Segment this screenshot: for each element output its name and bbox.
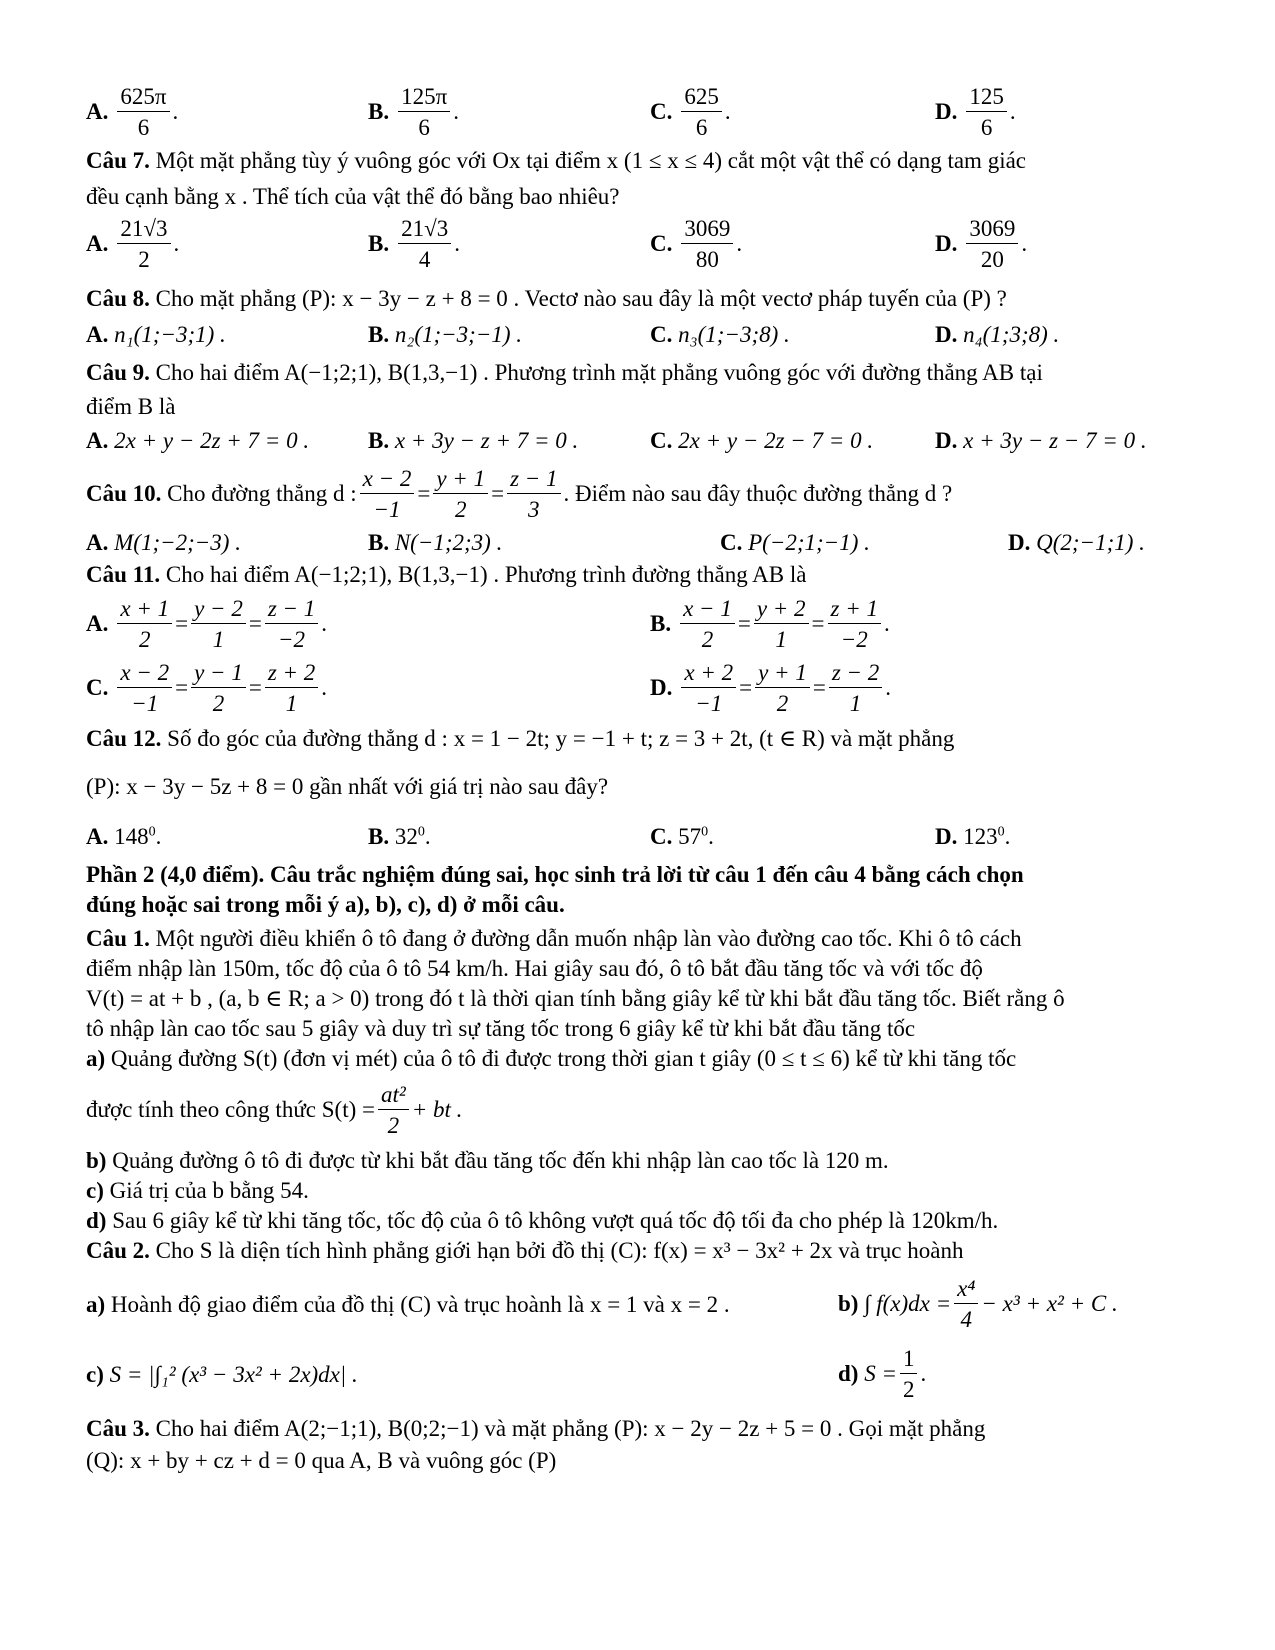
q9-line2: điểm B là [86, 394, 176, 419]
q12-option-b: B. $32^0$. [368, 824, 431, 849]
p2q2-statement-b: b) ∫ f(x)dx = $\frac{\text{x⁴}}{4}$ − x³ + x² + C . [838, 1276, 1118, 1333]
p2q1-line1: Câu 1. Một người điều khiển ô tô đang ở đường dẫn muốn nhập làn vào đường cao tốc. Khi ô tô cách [86, 926, 1022, 951]
q7-option-a: A. $\frac{21√3}{2}$ . [86, 216, 180, 273]
q12-option-d: D. $123^0$. [935, 824, 1011, 849]
q9-option-b: B. x + 3y − z + 7 = 0 . [368, 428, 579, 453]
p2q2-statement-a: a) Hoành độ giao điểm của đồ thị (C) và trục hoành là x = 1 và x = 2 . [86, 1292, 730, 1317]
p2q2-statement-c: c) S = |∫₁² (x³ − 3x² + 2x)dx| . [86, 1362, 358, 1387]
q11-text: Câu 11. Cho hai điểm A(−1;2;1), B(1,3,−1) . Phương trình đường thẳng AB là [86, 562, 807, 587]
q10-option-d: D. Q(2;−1;1) . [1008, 530, 1145, 555]
q8-option-c: C. n₃(1;−3;8) . [650, 322, 790, 347]
p2q2-text: Câu 2. Cho S là diện tích hình phẳng giới hạn bởi đồ thị (C): f(x) = x³ − 3x² + 2x và trục hoành [86, 1238, 964, 1263]
q10-option-c: C. P(−2;1;−1) . [720, 530, 870, 555]
p2q1-statement-a-line2: được tính theo công thức S(t) = $\frac{\text{at²}}{2}$ + bt . [86, 1082, 463, 1139]
p2q2-statement-d: d) S = $\frac{1}{2}$ . [838, 1346, 927, 1403]
q8-option-b: B. n₂(1;−3;−1) . [368, 322, 523, 347]
p2q1-statement-c: c) Giá trị của b bằng 54. [86, 1178, 309, 1203]
q9-line1: Câu 9. Cho hai điểm A(−1;2;1), B(1,3,−1) . Phương trình mặt phẳng vuông góc với đường thẳng AB tại [86, 360, 1043, 385]
q12-line2: (P): x − 3y − 5z + 8 = 0 gần nhất với giá trị nào sau đây? [86, 774, 609, 799]
part2-heading-line1: Phần 2 (4,0 điểm). Câu trắc nghiệm đúng sai, học sinh trả lời từ câu 1 đến câu 4 bằng cách chọn [86, 862, 1024, 887]
p2q1-line2: điểm nhập làn 150m, tốc độ của ô tô 54 km/h. Hai giây sau đó, ô tô bắt đầu tăng tốc và với tốc độ [86, 956, 983, 981]
p2q3-line1: Câu 3. Cho hai điểm A(2;−1;1), B(0;2;−1) và mặt phẳng (P): x − 2y − 2z + 5 = 0 . Gọi mặt phẳng [86, 1416, 986, 1441]
part2-heading-line2: đúng hoặc sai trong mỗi ý a), b), c), d) ở mỗi câu. [86, 892, 565, 917]
q6-option-d: D. $\frac{125}{6}$ . [935, 84, 1016, 141]
q11-option-a: A. $\frac{x + 1}{2}$ = $\frac{y - 2}{1}$ = $\frac{z - 1}{-2}$ . [86, 596, 328, 653]
q10-text: Câu 10. Cho đường thẳng d : $\frac{x - 2}{-1}$ = $\frac{y + 1}{2}$ = $\frac{z - 1}{3}$ . Điểm nào sau đây thuộc đường thẳng d ? [86, 466, 953, 523]
p2q1-line4: tô nhập làn cao tốc sau 5 giây và duy trì sự tăng tốc trong 6 giây kể từ khi bắt đầu tăng tốc [86, 1016, 916, 1041]
q8-text: Câu 8. Cho mặt phẳng (P): x − 3y − z + 8 = 0 . Vectơ nào sau đây là một vectơ pháp tuyến của (P) ? [86, 286, 1007, 311]
p2q1-statement-a-line1: a) Quảng đường S(t) (đơn vị mét) của ô tô đi được trong thời gian t giây (0 ≤ t ≤ 6) kể từ khi tăng tốc [86, 1046, 1017, 1071]
q6-option-b: B. $\frac{125\pi}{6}$ . [368, 84, 459, 141]
q11-option-d: D. $\frac{x + 2}{-1}$ = $\frac{y + 1}{2}$ = $\frac{z - 2}{1}$ . [650, 660, 892, 717]
q8-option-d: D. n₄(1;3;8) . [935, 322, 1060, 347]
q11-option-c: C. $\frac{x - 2}{-1}$ = $\frac{y - 1}{2}$ = $\frac{z + 2}{1}$ . [86, 660, 328, 717]
q8-option-a: A. n₁(1;−3;1) . [86, 322, 226, 347]
q9-option-c: C. 2x + y − 2z − 7 = 0 . [650, 428, 874, 453]
p2q3-line2: (Q): x + by + cz + d = 0 qua A, B và vuông góc (P) [86, 1448, 557, 1473]
q9-option-a: A. 2x + y − 2z + 7 = 0 . [86, 428, 310, 453]
q7-option-c: C. $\frac{3069}{80}$ . [650, 216, 743, 273]
q12-option-a: A. $148^0$. [86, 824, 162, 849]
p2q1-line3: V(t) = at + b , (a, b ∈ R; a > 0) trong đó t là thời qian tính bằng giây kể từ khi bắt đầu tăng tốc. Biết rằng ô [86, 986, 1065, 1011]
q12-option-c: C. $57^0$. [650, 824, 714, 849]
q10-option-b: B. N(−1;2;3) . [368, 530, 503, 555]
q10-option-a: A. M(1;−2;−3) . [86, 530, 241, 555]
q6-option-c: C. $\frac{625}{6}$ . [650, 84, 731, 141]
q11-option-b: B. $\frac{x - 1}{2}$ = $\frac{y + 2}{1}$ = $\frac{z + 1}{-2}$ . [650, 596, 890, 653]
p2q1-statement-b: b) Quảng đường ô tô đi được từ khi bắt đầu tăng tốc đến khi nhập làn cao tốc là 120 m. [86, 1148, 889, 1173]
p2q1-statement-d: d) Sau 6 giây kể từ khi tăng tốc, tốc độ của ô tô không vượt quá tốc độ tối đa cho phép là 120km/h. [86, 1208, 999, 1233]
q7-line2: đều cạnh bằng x . Thể tích của vật thể đó bằng bao nhiêu? [86, 184, 620, 209]
q7-option-b: B. $\frac{21√3}{4}$ . [368, 216, 460, 273]
q6-option-a: A. $\frac{625\pi}{6}$ . [86, 84, 179, 141]
q9-option-d: D. x + 3y − z − 7 = 0 . [935, 428, 1147, 453]
q7-line1: Câu 7. Một mặt phẳng tùy ý vuông góc với Ox tại điểm x (1 ≤ x ≤ 4) cắt một vật thể có dạng tam giác [86, 148, 1026, 173]
q7-option-d: D. $\frac{3069}{20}$ . [935, 216, 1028, 273]
q12-line1: Câu 12. Số đo góc của đường thẳng d : x = 1 − 2t; y = −1 + t; z = 3 + 2t, (t ∈ R) và mặt phẳng [86, 726, 955, 751]
